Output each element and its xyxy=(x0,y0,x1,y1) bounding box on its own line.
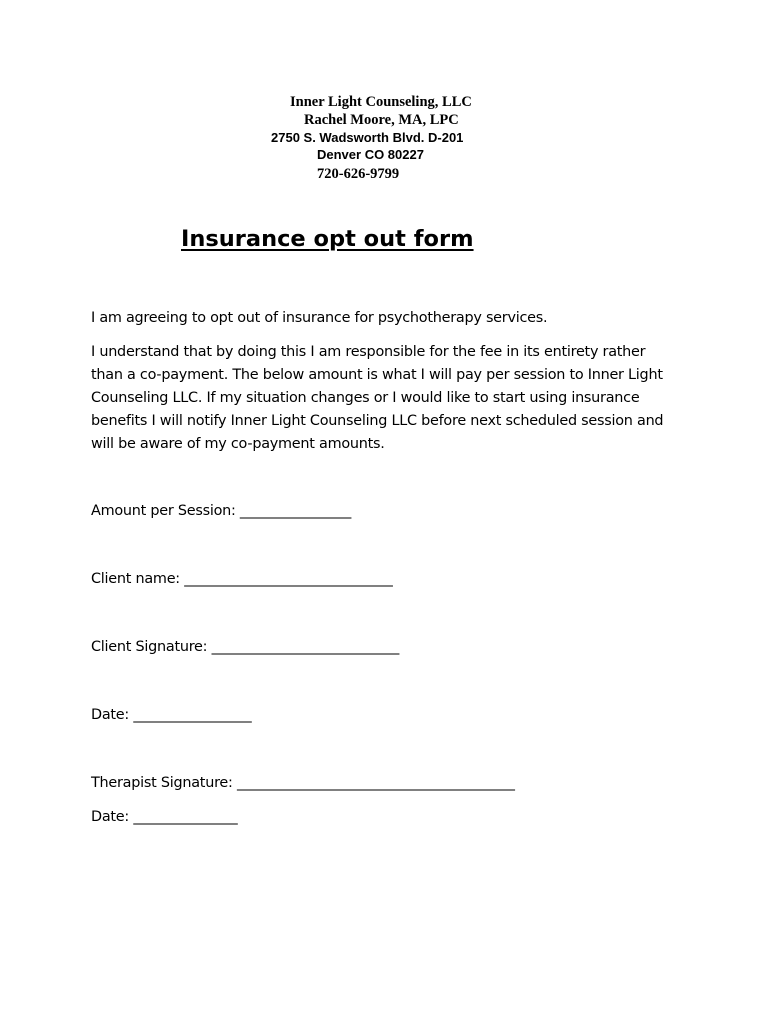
paragraph-line: Counseling LLC. If my situation changes or I would like to start using insurance xyxy=(91,390,640,406)
agreement-paragraph: I am agreeing to opt out of insurance for psychotherapy services. xyxy=(91,310,548,326)
paragraph-line: I understand that by doing this I am responsible for the fee in its entirety rather xyxy=(91,344,646,360)
responsibility-paragraph xyxy=(91,341,691,456)
therapist-signature-field[interactable]: Therapist Signature: ________________________________________ xyxy=(91,775,515,791)
form-title: Insurance opt out form xyxy=(181,226,474,252)
city-line: Denver CO 80227 xyxy=(317,147,424,162)
therapist-date-field[interactable]: Date: _______________ xyxy=(91,809,238,825)
phone-number: 720-626-9799 xyxy=(317,166,400,182)
therapist-name: Rachel Moore, MA, LPC xyxy=(304,112,459,128)
paragraph-line: will be aware of my co-payment amounts. xyxy=(91,436,385,452)
address-line: 2750 S. Wadsworth Blvd. D-201 xyxy=(271,130,464,145)
amount-per-session-field[interactable]: Amount per Session: ________________ xyxy=(91,503,352,519)
client-date-field[interactable]: Date: _________________ xyxy=(91,707,252,723)
org-name: Inner Light Counseling, LLC xyxy=(290,94,472,110)
paragraph-line: than a co-payment. The below amount is what I will pay per session to Inner Light xyxy=(91,367,663,383)
client-name-field[interactable]: Client name: ______________________________ xyxy=(91,571,393,587)
paragraph-line: benefits I will notify Inner Light Counseling LLC before next scheduled session and xyxy=(91,413,664,429)
client-signature-field[interactable]: Client Signature: ___________________________ xyxy=(91,639,400,655)
